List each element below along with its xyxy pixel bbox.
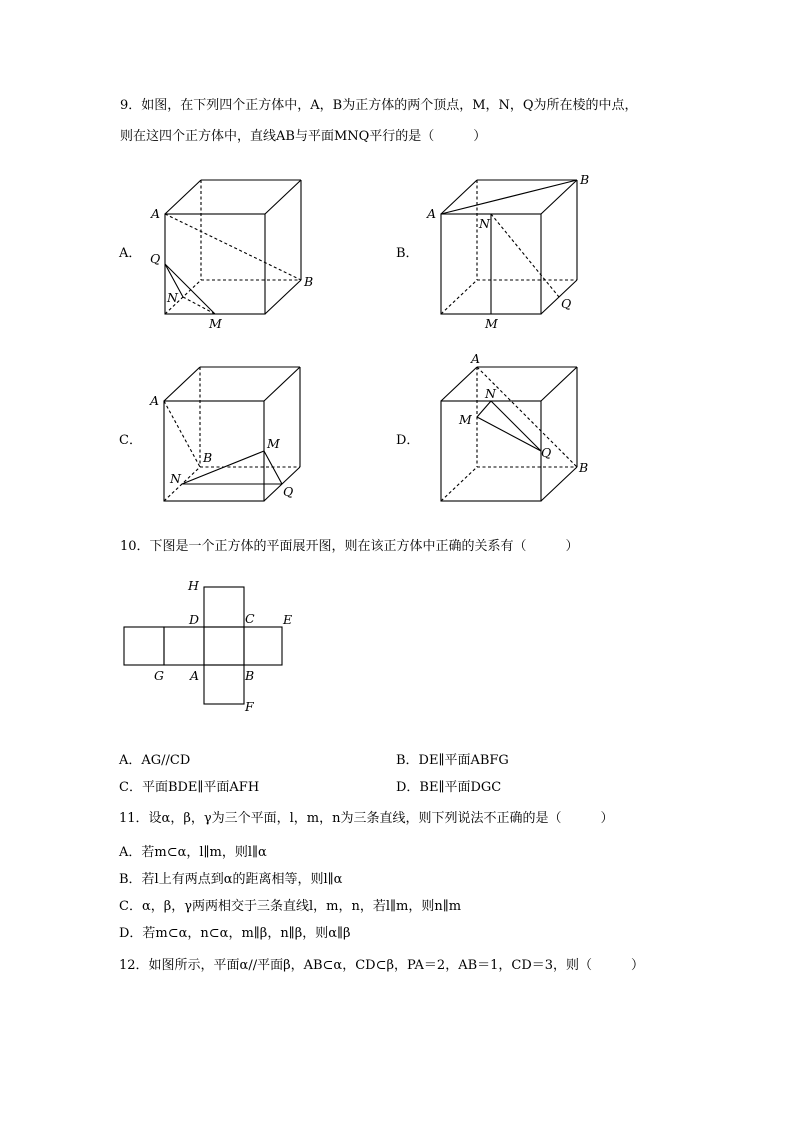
- label-q: Q: [541, 445, 552, 460]
- q9-figure-c: [140, 357, 330, 527]
- q10-option-d: D．BE∥平面DGC: [396, 780, 502, 795]
- label-a: A: [471, 351, 481, 366]
- q10-stem: 10．下图是一个正方体的平面展开图，则在该正方体中正确的关系有（ ）: [120, 539, 579, 554]
- net-label-c: C: [245, 611, 255, 626]
- net-label-h: H: [188, 578, 199, 593]
- label-q: Q: [561, 296, 572, 311]
- label-m: M: [459, 412, 472, 427]
- label-b: B: [203, 450, 213, 465]
- net-label-a: A: [190, 668, 200, 683]
- net-label-g: G: [154, 668, 164, 683]
- label-b: B: [579, 460, 589, 475]
- q11-option-a: A．若m⊂α，l∥m，则l∥α: [119, 845, 267, 860]
- q11-option-d: D．若m⊂α，n⊂α，m∥β，n∥β，则α∥β: [119, 926, 351, 941]
- net-label-d: D: [189, 612, 200, 627]
- q10-option-c: C．平面BDE∥平面AFH: [119, 780, 260, 795]
- q10-option-b: B．DE∥平面ABFG: [396, 753, 509, 768]
- q9-option-c-label: C．: [119, 433, 142, 448]
- label-q: Q: [283, 484, 294, 499]
- q10-cube-net: [110, 570, 320, 720]
- label-n: N: [485, 386, 496, 401]
- label-n: N: [479, 216, 490, 231]
- q9-option-b-label: B．: [396, 246, 419, 261]
- net-label-b: B: [245, 668, 255, 683]
- segment-ab: [441, 180, 577, 214]
- label-m: M: [267, 436, 280, 451]
- q9-figure-d: [415, 351, 605, 527]
- segment-ab: [165, 214, 301, 280]
- q11-option-b: B．若l上有两点到α的距离相等，则l∥α: [119, 872, 343, 887]
- cube-front-face: [164, 401, 264, 501]
- label-m: M: [209, 316, 222, 331]
- cube-front-face: [165, 214, 265, 314]
- q11-option-c: C．α，β，γ两两相交于三条直线l，m，n，若l∥m，则n∥m: [119, 899, 462, 914]
- label-b: B: [580, 172, 590, 187]
- label-n: N: [170, 471, 181, 486]
- q12-stem: 12．如图所示，平面α//平面β，AB⊂α，CD⊂β，PA＝2，AB＝1，CD＝3，则（ ）: [119, 958, 645, 973]
- label-m: M: [485, 316, 498, 331]
- label-a: A: [150, 393, 160, 408]
- label-q: Q: [150, 251, 161, 266]
- segment-ab: [164, 401, 200, 467]
- label-b: B: [304, 274, 314, 289]
- segment-ab: [477, 367, 577, 467]
- q11-stem: 11．设α，β，γ为三个平面，l，m，n为三条直线，则下列说法不正确的是（ ）: [119, 811, 614, 826]
- q9-line-2: 则在这四个正方体中，直线AB与平面MNQ平行的是（ ）: [120, 129, 487, 144]
- q9-figure-b: [415, 170, 605, 340]
- net-label-e: E: [283, 612, 293, 627]
- label-n: N: [167, 290, 178, 305]
- q10-option-a: A．AG//CD: [119, 753, 191, 768]
- q9-option-a-label: A．: [119, 246, 142, 261]
- q9-line-1: 9．如图，在下列四个正方体中，A，B为正方体的两个顶点，M，N，Q为所在棱的中点，: [120, 98, 638, 113]
- net-label-f: F: [245, 699, 254, 714]
- label-a: A: [151, 206, 161, 221]
- q9-figure-a: [140, 170, 330, 340]
- label-a: A: [427, 206, 437, 221]
- q9-option-d-label: D．: [396, 433, 420, 448]
- cube-front-face: [441, 401, 541, 501]
